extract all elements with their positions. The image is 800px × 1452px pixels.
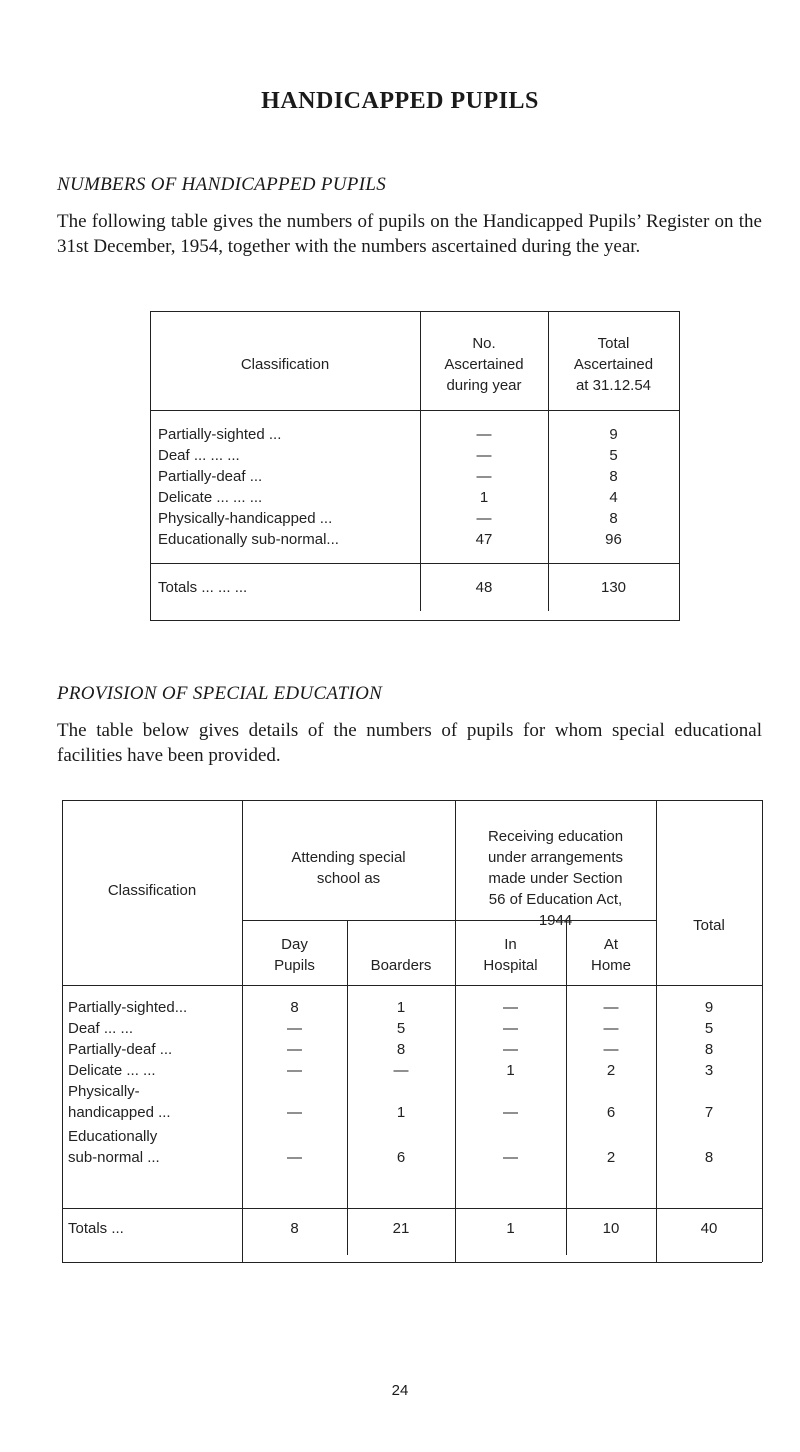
header-attending-2: school as xyxy=(316,870,381,887)
row-hospital: 1 xyxy=(506,1062,515,1079)
header-total: Total xyxy=(693,917,725,934)
row-total: 96 xyxy=(605,531,622,548)
header-classification: Classification xyxy=(107,882,197,899)
header-ascertained-3: during year xyxy=(446,377,522,394)
page-number: 24 xyxy=(391,1382,409,1399)
row-label: Physically- xyxy=(68,1083,140,1100)
header-ascertained-2: Ascertained xyxy=(444,356,524,373)
row-ascertained: 47 xyxy=(475,531,493,548)
row-home: 6 xyxy=(606,1104,616,1121)
row-label: Delicate ... ... xyxy=(68,1062,156,1079)
row-total: 9 xyxy=(609,426,618,443)
row-day: — xyxy=(287,1062,302,1079)
totals-label: Totals ... ... ... xyxy=(158,579,248,596)
row-ascertained: — xyxy=(476,447,492,464)
totals-total: 130 xyxy=(600,579,627,596)
row-home: — xyxy=(603,1041,619,1058)
row-label: Educationally sub-normal... xyxy=(158,531,339,548)
row-day: — xyxy=(287,1104,302,1121)
row-day: — xyxy=(287,1020,302,1037)
row-label: Partially-sighted... xyxy=(68,999,188,1016)
header-ascertained-1: No. xyxy=(472,335,496,352)
row-day: — xyxy=(287,1149,302,1166)
header-home-1: At xyxy=(603,936,619,953)
row-home: 2 xyxy=(606,1062,616,1079)
totals-boarders: 21 xyxy=(392,1220,410,1237)
row-total: 8 xyxy=(609,510,618,527)
row-ascertained: — xyxy=(476,426,492,443)
header-total-1: Total xyxy=(597,335,630,352)
row-total: 5 xyxy=(704,1020,714,1037)
header-receiving-2: under arrangements xyxy=(487,849,624,866)
row-home: — xyxy=(603,1020,619,1037)
section2-paragraph: The table below gives details of the numbers of pupils for whom special educational facilities have been provided. xyxy=(57,720,762,766)
row-boarders: — xyxy=(393,1062,409,1079)
row-day: — xyxy=(287,1041,302,1058)
section2-heading: PROVISION OF SPECIAL EDUCATION xyxy=(57,683,383,704)
row-boarders: 6 xyxy=(396,1149,406,1166)
row-home: — xyxy=(603,999,619,1016)
row-total: 5 xyxy=(609,447,618,464)
row-total: 8 xyxy=(609,468,618,485)
row-ascertained: — xyxy=(476,468,492,485)
row-hospital: — xyxy=(503,1020,518,1037)
row-boarders: 1 xyxy=(396,1104,406,1121)
row-boarders: 8 xyxy=(396,1041,406,1058)
row-total: 8 xyxy=(704,1149,714,1166)
row-total: 8 xyxy=(704,1041,714,1058)
row-label: Partially-sighted ... xyxy=(158,426,282,443)
totals-day: 8 xyxy=(290,1220,299,1237)
header-attending-1: Attending special xyxy=(291,849,406,866)
section1-paragraph: The following table gives the numbers of pupils on the Handicapped Pupils’ Register on the 31st December, 1954, together with the numbers ascertained during the year. xyxy=(57,211,762,257)
header-day-1: Day xyxy=(281,936,308,953)
row-home: 2 xyxy=(606,1149,616,1166)
row-boarders: 1 xyxy=(396,999,406,1016)
row-label: Deaf ... ... xyxy=(68,1020,134,1037)
row-total: 4 xyxy=(609,489,618,506)
header-receiving-5: 1944 xyxy=(538,912,573,929)
row-total: 9 xyxy=(704,999,714,1016)
header-hospital-2: Hospital xyxy=(483,957,538,974)
row-label: Physically-handicapped ... xyxy=(158,510,333,527)
row-ascertained: 1 xyxy=(479,489,489,506)
page-title: HANDICAPPED PUPILS xyxy=(261,88,539,114)
row-day: 8 xyxy=(290,999,299,1016)
row-label-continued: handicapped ... xyxy=(68,1104,171,1121)
row-hospital: — xyxy=(503,1104,518,1121)
row-label: Educationally xyxy=(68,1128,158,1145)
totals-hospital: 1 xyxy=(506,1220,515,1237)
row-total: 7 xyxy=(704,1104,714,1121)
row-label-continued: sub-normal ... xyxy=(68,1149,160,1166)
header-home-2: Home xyxy=(590,957,631,974)
row-label: Partially-deaf ... xyxy=(68,1041,173,1058)
header-day-2: Pupils xyxy=(274,957,315,974)
row-label: Partially-deaf ... xyxy=(158,468,263,485)
totals-ascertained: 48 xyxy=(475,579,493,596)
header-receiving-1: Receiving education xyxy=(487,828,624,845)
row-label: Deaf ... ... ... xyxy=(158,447,240,464)
header-total-2: Ascertained xyxy=(573,356,654,373)
header-receiving-4: 56 of Education Act, xyxy=(488,891,623,908)
header-classification: Classification xyxy=(240,356,330,373)
totals-total: 40 xyxy=(700,1220,718,1237)
row-label: Delicate ... ... ... xyxy=(158,489,263,506)
row-hospital: — xyxy=(503,999,518,1016)
row-ascertained: — xyxy=(476,510,492,527)
header-receiving-3: made under Section xyxy=(488,870,623,887)
header-boarders: Boarders xyxy=(370,957,432,974)
row-total: 3 xyxy=(704,1062,714,1079)
totals-home: 10 xyxy=(602,1220,620,1237)
totals-label: Totals ... xyxy=(68,1220,124,1237)
section1-heading: NUMBERS OF HANDICAPPED PUPILS xyxy=(57,174,387,195)
row-boarders: 5 xyxy=(396,1020,406,1037)
row-hospital: — xyxy=(503,1149,518,1166)
header-total-3: at 31.12.54 xyxy=(575,377,652,394)
header-hospital-1: In xyxy=(504,936,517,953)
row-hospital: — xyxy=(503,1041,518,1058)
